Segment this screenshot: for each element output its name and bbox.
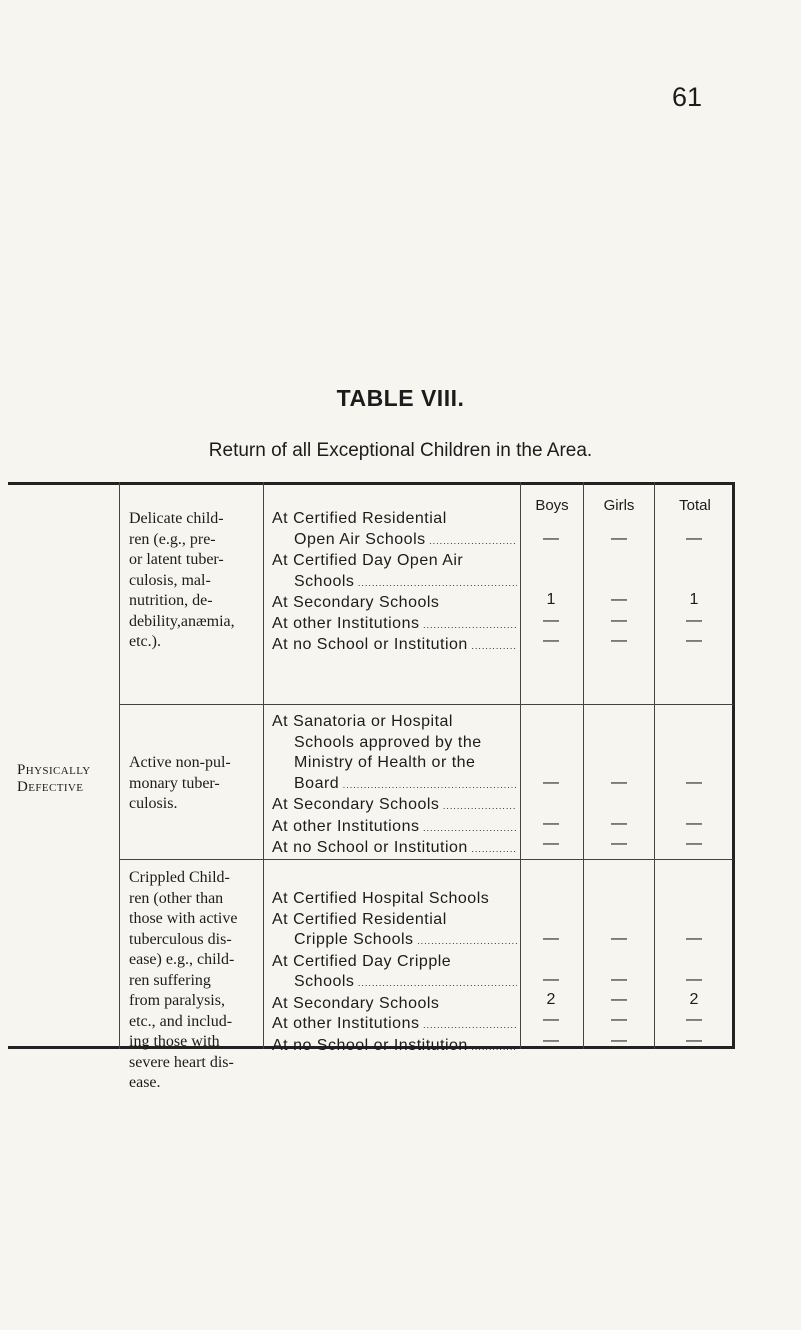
option-line: At other Institutions ..... (272, 817, 517, 839)
column-divider (654, 482, 655, 1049)
value-boys: — (543, 835, 559, 852)
section-1-description (129, 509, 235, 653)
option-line: At no School or Institution ..... (272, 838, 517, 860)
section-2-description (129, 753, 231, 815)
option-line: At Sanatoria or Hospital (272, 713, 453, 730)
value-girls: — (611, 971, 627, 988)
section-3-description (129, 868, 237, 1094)
option-line: At no School or Institution ..... (272, 635, 517, 657)
header-boys: Boys (535, 497, 569, 514)
column-divider (263, 482, 264, 1049)
option-line: Schools ..... (272, 572, 517, 594)
description-line: Delicate child- (129, 510, 224, 527)
option-line: Cripple Schools ..... (272, 930, 517, 952)
value-girls: — (611, 612, 627, 629)
value-total: — (686, 1032, 702, 1049)
value-boys: — (543, 1032, 559, 1049)
description-line: ren (other than (129, 889, 224, 907)
description-line: or latent tuber- (129, 551, 224, 568)
description-line: ing those with (129, 1033, 220, 1050)
value-girls: — (611, 835, 627, 852)
value-total: — (686, 774, 702, 791)
value-total: — (686, 930, 702, 947)
value-girls: — (611, 930, 627, 947)
value-girls: — (611, 632, 627, 649)
option-line: At Certified Residential (272, 910, 447, 928)
column-divider (583, 482, 584, 1049)
option-line: Schools ..... (272, 972, 517, 994)
table-subtitle: Return of all Exceptional Children in the Area. (208, 440, 593, 461)
description-line: severe heart dis- (129, 1053, 234, 1071)
value-boys: — (543, 530, 559, 547)
value-boys: 2 (546, 991, 556, 1008)
value-girls: — (611, 774, 627, 791)
option-line: At Certified Hospital Schools (272, 890, 490, 907)
description-line: culosis. (129, 795, 178, 812)
value-total: — (686, 1011, 702, 1028)
section-1-options (272, 509, 517, 657)
section-3-options (272, 889, 517, 1057)
option-line: Board ..... (272, 774, 517, 796)
value-total: — (686, 815, 702, 832)
value-boys: — (543, 930, 559, 947)
section-divider (119, 704, 733, 705)
option-line: Ministry of Health or the (294, 754, 476, 771)
table-title: TABLE VIII. (336, 385, 465, 411)
option-line: At Certified Day Cripple (272, 952, 452, 970)
value-girls: — (611, 530, 627, 547)
value-boys: — (543, 632, 559, 649)
description-line: monary tuber- (129, 774, 220, 792)
description-line: Crippled Child- (129, 869, 230, 886)
value-boys: 1 (546, 591, 556, 608)
value-girls: — (611, 591, 627, 608)
value-boys: — (543, 612, 559, 629)
category-line-1: Physically (17, 762, 91, 778)
category-label (17, 762, 91, 796)
value-girls: — (611, 1011, 627, 1028)
option-line: At Certified Residential (272, 510, 447, 527)
page-number: 61 (672, 82, 703, 112)
value-boys: — (543, 971, 559, 988)
value-boys: — (543, 815, 559, 832)
value-girls: — (611, 815, 627, 832)
value-total: — (686, 530, 702, 547)
value-total: 1 (689, 591, 699, 608)
description-line: ren suffering (129, 971, 211, 989)
description-line: nutrition, de- (129, 592, 213, 609)
value-total: — (686, 835, 702, 852)
option-line: Open Air Schools ..... (272, 530, 517, 552)
value-boys: — (543, 1011, 559, 1028)
description-line: Active non-pul- (129, 754, 231, 771)
column-divider (520, 482, 521, 1049)
option-line: At Secondary Schools (272, 594, 440, 611)
description-line: ease) e.g., child- (129, 951, 235, 968)
option-line: At other Institutions ..... (272, 1014, 517, 1036)
value-total: — (686, 632, 702, 649)
category-line-2: Defective (17, 779, 84, 795)
description-line: etc.). (129, 633, 161, 650)
option-line: At Secondary Schools ..... (272, 795, 517, 817)
column-divider (119, 482, 120, 1049)
description-line: etc., and includ- (129, 1012, 233, 1030)
description-line: ren (e.g., pre- (129, 530, 216, 548)
value-girls: — (611, 1032, 627, 1049)
option-line: At Secondary Schools (272, 994, 440, 1012)
value-total: — (686, 612, 702, 629)
option-line: At no School or Institution ..... (272, 1036, 517, 1058)
header-total: Total (679, 497, 711, 514)
value-girls: — (611, 991, 627, 1008)
description-line: ease. (129, 1074, 161, 1091)
description-line: culosis, mal- (129, 571, 211, 589)
option-line: At other Institutions ..... (272, 614, 517, 636)
option-line: Schools approved by the (294, 733, 482, 751)
section-2-options (272, 712, 517, 860)
value-total: — (686, 971, 702, 988)
description-line: debility,anæmia, (129, 612, 235, 630)
description-line: from paralysis, (129, 992, 225, 1009)
description-line: those with active (129, 910, 238, 927)
value-boys: — (543, 774, 559, 791)
header-girls: Girls (603, 497, 635, 514)
value-total: 2 (689, 991, 699, 1008)
description-line: tuberculous dis- (129, 930, 232, 948)
option-line: At Certified Day Open Air (272, 552, 464, 569)
